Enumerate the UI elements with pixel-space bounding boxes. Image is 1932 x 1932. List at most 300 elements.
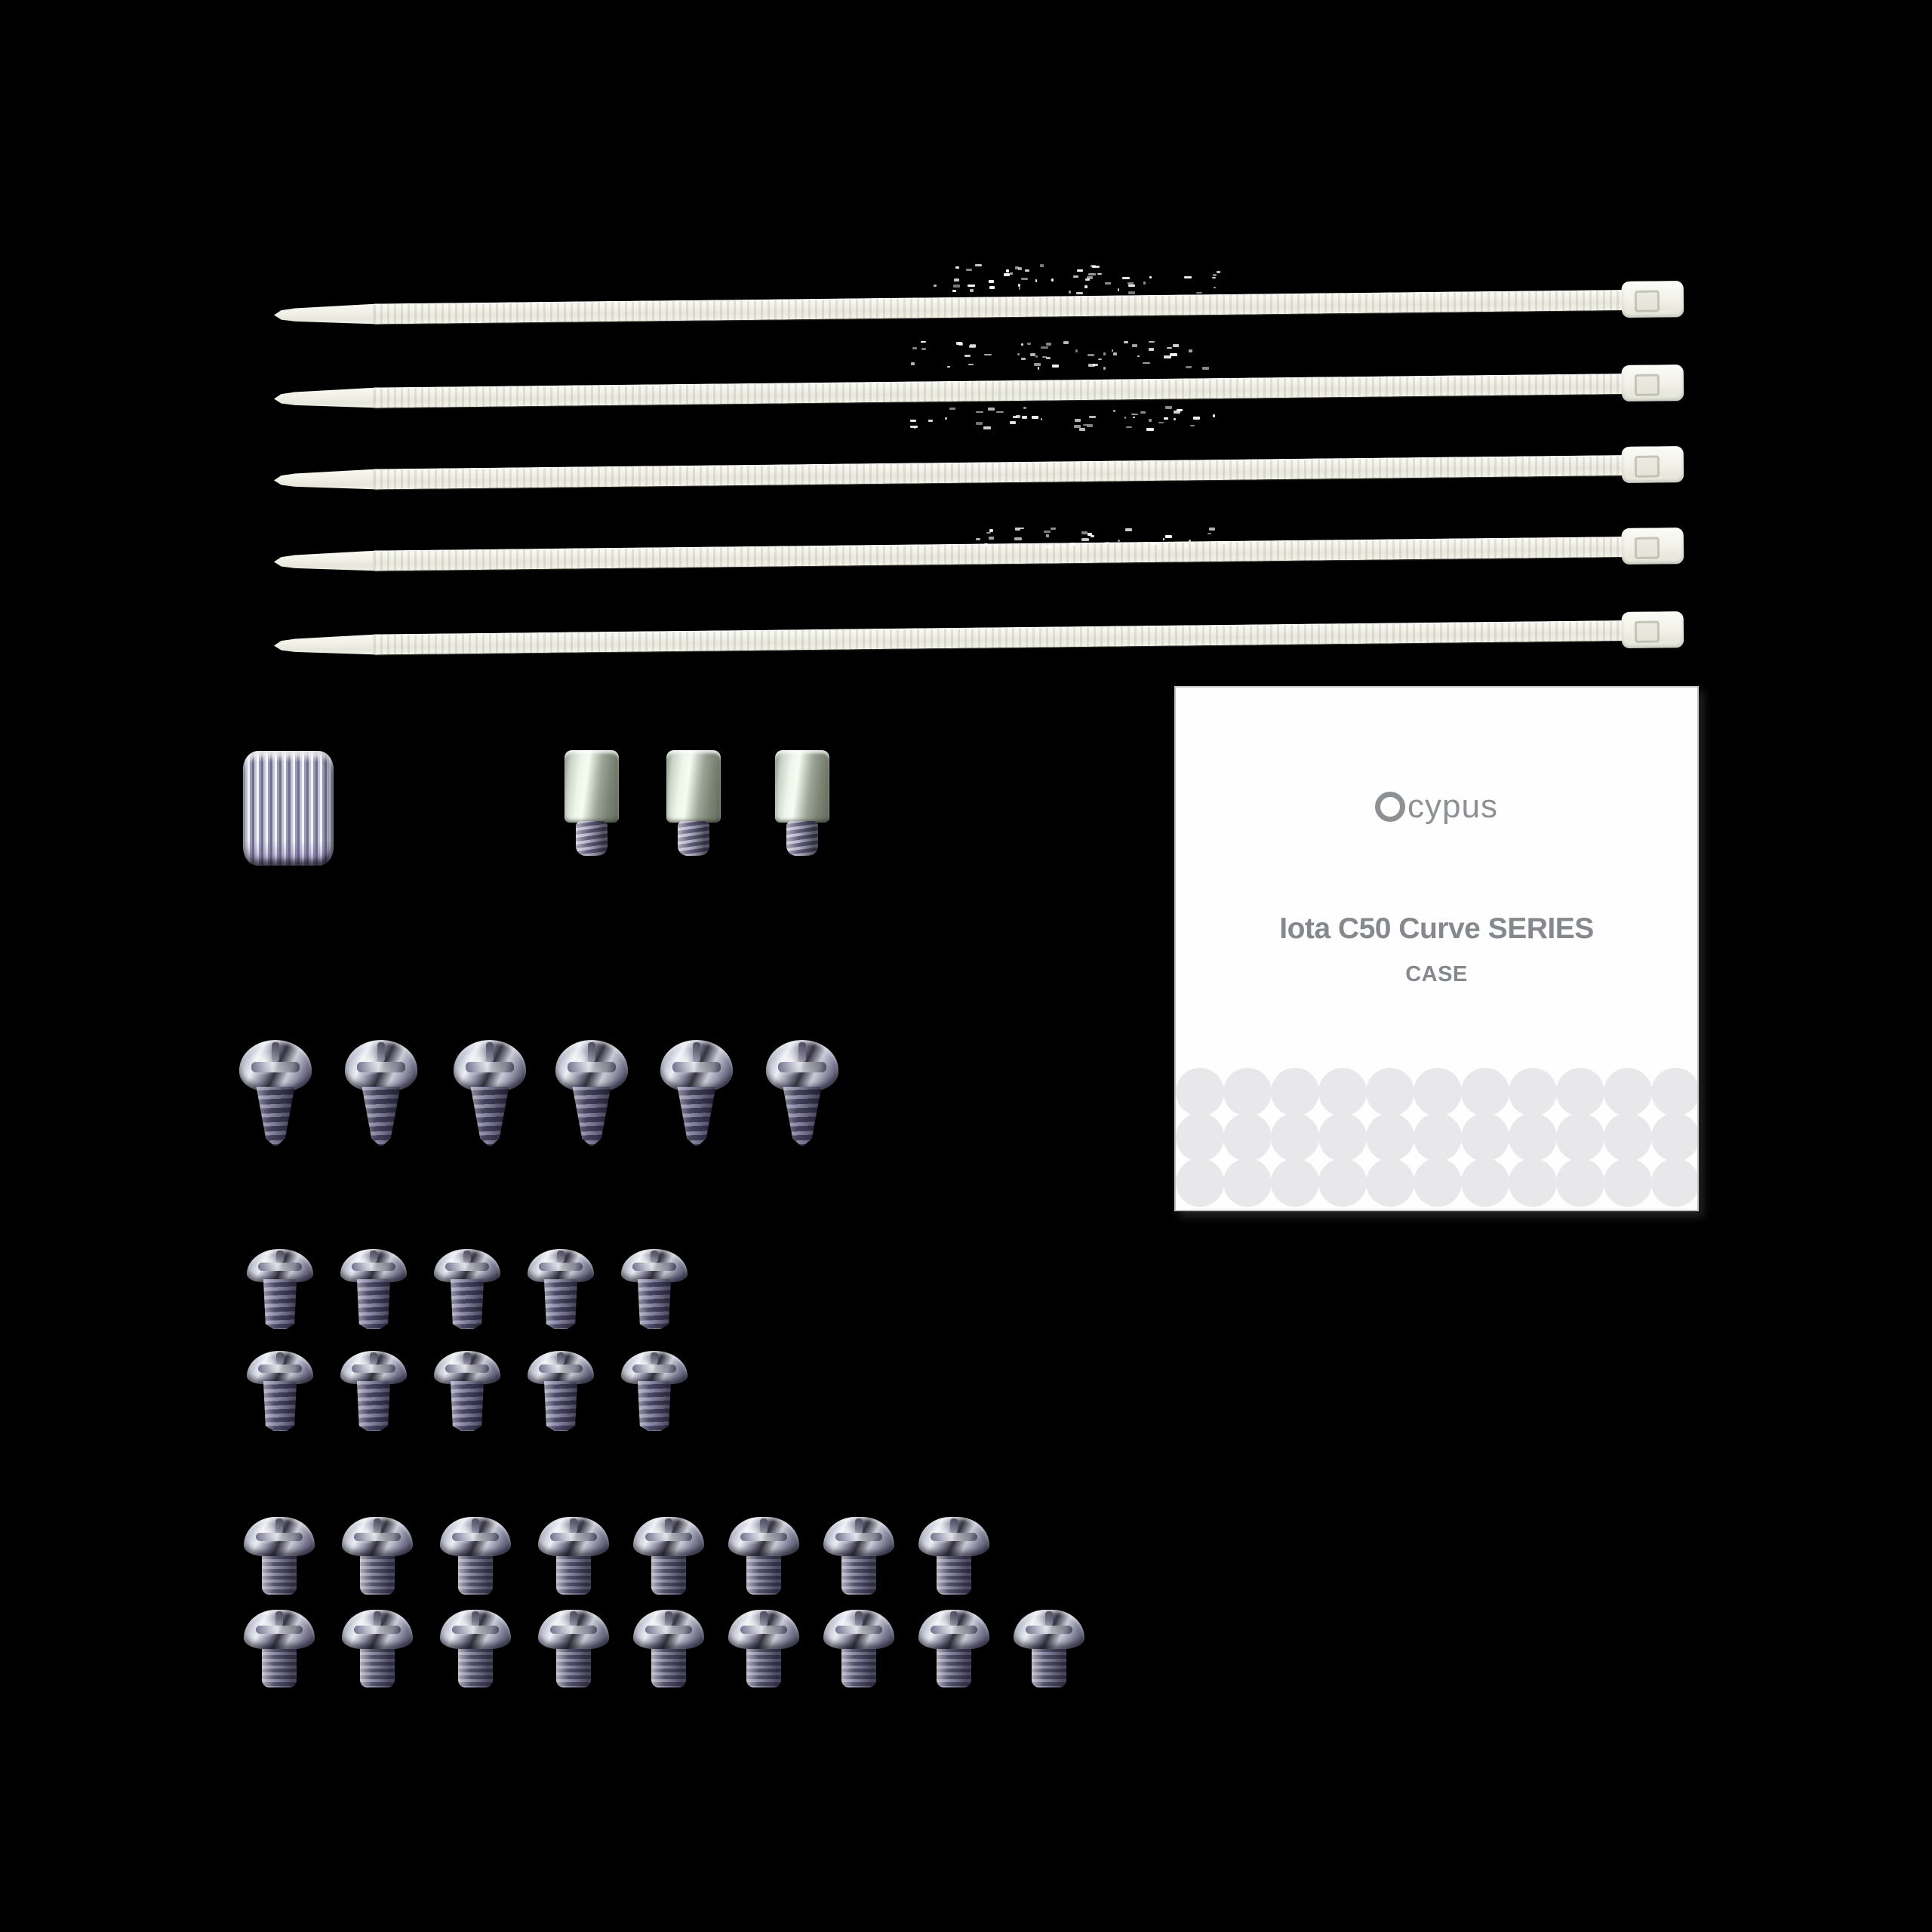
artifact-speck (1021, 358, 1026, 360)
card-dot (1414, 1158, 1462, 1207)
artifact-speck (1022, 416, 1027, 419)
hex-standoff-thread (786, 821, 818, 856)
round-head-screw (440, 1517, 511, 1595)
screw-shaft (636, 1279, 672, 1329)
artifact-speck (1044, 531, 1051, 533)
cable-tie-head (1622, 365, 1684, 401)
artifact-speck (949, 408, 955, 410)
artifact-speck (910, 426, 918, 428)
round-head-screw (823, 1517, 894, 1595)
card-dot (1176, 1158, 1224, 1207)
artifact-speck (1041, 346, 1048, 349)
artifact-speck (1075, 349, 1078, 352)
artifact-speck (1103, 352, 1106, 355)
hex-standoff-body (666, 750, 721, 823)
artifact-speck (984, 543, 988, 546)
artifact-speck (1040, 264, 1044, 267)
screw-head (434, 1351, 500, 1384)
cable-tie (274, 611, 1684, 663)
screw-head (728, 1610, 799, 1649)
pan-head-screw (621, 1249, 688, 1329)
flange-screw (345, 1040, 417, 1146)
round-head-screw (244, 1610, 315, 1687)
cable-tie-head (1622, 611, 1684, 648)
artifact-speck (1113, 352, 1117, 355)
artifact-speck (928, 420, 933, 422)
artifact-speck (1190, 425, 1195, 426)
flange-screw (454, 1040, 526, 1146)
artifact-speck (1023, 407, 1026, 409)
screw-head (340, 1249, 407, 1282)
artifact-speck (966, 269, 972, 271)
artifact-speck (1174, 418, 1176, 420)
artifact-speck (921, 341, 926, 343)
screw-shaft (1032, 1645, 1066, 1687)
cable-tie-head (1622, 446, 1684, 483)
artifact-speck (953, 285, 960, 288)
artifact-speck (1073, 275, 1078, 278)
artifact-speck (1077, 269, 1083, 272)
screw-shaft (355, 1279, 392, 1329)
artifact-speck (1126, 426, 1132, 428)
artifact-speck (1173, 344, 1179, 347)
screw-head (633, 1517, 704, 1556)
screw-head (823, 1517, 894, 1556)
artifact-speck (1165, 535, 1172, 538)
artifact-speck (1202, 367, 1209, 370)
brand-logo-ring-icon (1375, 792, 1405, 822)
screw-shaft (841, 1645, 876, 1687)
artifact-speck (1149, 348, 1154, 351)
artifact-speck (1184, 545, 1189, 546)
screw-head (823, 1610, 894, 1649)
screw-shaft (360, 1645, 395, 1687)
card-dot (1223, 1113, 1272, 1161)
artifact-speck (1149, 276, 1152, 278)
pan-head-screw (340, 1249, 407, 1329)
screw-shaft (556, 1552, 591, 1595)
card-dot (1651, 1068, 1699, 1116)
card-dot (1176, 1068, 1224, 1116)
pan-head-screw (434, 1351, 500, 1431)
artifact-speck (911, 362, 915, 365)
artifact-speck (1035, 355, 1038, 358)
artifact-speck (1027, 343, 1031, 345)
round-head-screw (823, 1610, 894, 1687)
cable-tie-tail (274, 550, 378, 572)
artifact-speck (1042, 356, 1047, 358)
hex-standoff (565, 750, 619, 856)
card-dot (1366, 1158, 1414, 1207)
screw-head (621, 1351, 688, 1384)
artifact-speck (970, 289, 974, 292)
artifact-speck (1018, 284, 1020, 287)
artifact-speck (1013, 416, 1017, 418)
artifact-speck (1189, 540, 1191, 543)
artifact-speck (1214, 287, 1216, 288)
screw-head (440, 1610, 511, 1649)
screw-shaft (556, 1645, 591, 1687)
screw-shaft (254, 1087, 297, 1146)
artifact-speck (1069, 291, 1071, 294)
screw-shaft (937, 1552, 971, 1595)
artifact-speck (1105, 282, 1111, 285)
cable-tie (274, 281, 1684, 333)
artifact-speck (976, 538, 980, 540)
card-dot (1509, 1158, 1557, 1207)
artifact-speck (1184, 276, 1192, 278)
artifact-speck (1075, 419, 1081, 422)
round-head-screw (633, 1517, 704, 1595)
knurled-thumbscrew (243, 751, 334, 866)
screw-head (538, 1610, 609, 1649)
card-dot (1509, 1113, 1557, 1161)
artifact-speck (1149, 419, 1152, 422)
screw-shaft (262, 1552, 297, 1595)
artifact-speck (968, 364, 974, 365)
screw-head (247, 1249, 313, 1282)
screw-shaft (355, 1381, 392, 1431)
artifact-speck (1081, 531, 1088, 534)
screw-shaft (262, 1381, 298, 1431)
screw-head (440, 1517, 511, 1556)
screw-head (345, 1040, 417, 1091)
artifact-speck (1124, 417, 1126, 419)
round-head-screw (538, 1610, 609, 1687)
card-dot (1366, 1068, 1414, 1116)
manual-card (1174, 686, 1699, 1211)
round-head-screw (918, 1517, 989, 1595)
card-dot (1556, 1113, 1604, 1161)
artifact-speck (1132, 344, 1137, 347)
pan-head-screw (247, 1249, 313, 1329)
brand-logo-text: cypus (1407, 788, 1498, 825)
cable-tie-head (1622, 528, 1684, 565)
card-dot (1366, 1113, 1414, 1161)
artifact-speck (1098, 358, 1102, 360)
screw-shaft (360, 1552, 395, 1595)
artifact-speck (1128, 543, 1132, 544)
artifact-speck (1151, 543, 1157, 545)
screw-head (239, 1040, 312, 1091)
card-dot (1414, 1113, 1462, 1161)
artifact-speck (955, 266, 959, 269)
artifact-speck (1084, 285, 1088, 288)
artifact-speck (1125, 528, 1132, 531)
artifact-speck (1041, 418, 1042, 420)
artifact-speck (1137, 355, 1140, 357)
screw-head (538, 1517, 609, 1556)
artifact-speck (1222, 542, 1226, 544)
artifact-speck (947, 366, 950, 368)
artifact-speck (969, 345, 976, 348)
artifact-speck (1158, 422, 1164, 423)
screw-shaft (841, 1552, 876, 1595)
round-head-screw (633, 1610, 704, 1687)
artifact-speck (1070, 543, 1075, 546)
artifact-speck (1020, 528, 1024, 529)
artifact-speck (996, 411, 1004, 413)
screw-head (244, 1517, 315, 1556)
artifact-speck (1213, 274, 1217, 276)
card-dot (1651, 1113, 1699, 1161)
screw-head (633, 1610, 704, 1649)
artifact-speck (952, 290, 956, 292)
round-head-screw (342, 1610, 413, 1687)
pan-head-screw (528, 1249, 594, 1329)
cable-tie-tail (274, 303, 378, 325)
artifact-speck (1122, 277, 1130, 279)
hex-standoff (775, 750, 829, 856)
screw-shaft (570, 1087, 614, 1146)
artifact-speck (1074, 425, 1081, 428)
artifact-speck (1010, 272, 1013, 275)
cable-tie-strap (374, 290, 1628, 325)
hex-standoff-body (775, 750, 829, 823)
screw-shaft (780, 1087, 824, 1146)
artifact-speck (1088, 533, 1092, 536)
screw-head (766, 1040, 838, 1091)
screw-head (1014, 1610, 1084, 1649)
artifact-speck (1089, 416, 1096, 418)
artifact-speck (989, 537, 994, 540)
cable-tie-tail (274, 634, 378, 656)
artifact-speck (1061, 544, 1063, 546)
screw-head (454, 1040, 526, 1091)
cable-tie-tail (274, 387, 378, 409)
cable-tie-strap (374, 537, 1628, 571)
artifact-speck (934, 285, 937, 287)
product-title: Iota C50 Curve SERIES (1279, 912, 1594, 945)
artifact-speck (1087, 424, 1093, 427)
pan-head-screw (434, 1249, 500, 1329)
screw-shaft (458, 1645, 493, 1687)
brand-logo (1176, 788, 1697, 825)
cable-tie (274, 446, 1684, 498)
artifact-speck (912, 347, 917, 349)
artifact-speck (1196, 292, 1202, 294)
card-dot (1318, 1113, 1367, 1161)
hex-standoff-thread (576, 821, 608, 856)
artifact-speck (976, 411, 983, 413)
card-dot (1223, 1158, 1272, 1207)
screw-shaft (636, 1381, 672, 1431)
artifact-speck (1165, 406, 1172, 409)
card-dot (1461, 1113, 1509, 1161)
artifact-speck (1046, 545, 1052, 548)
artifact-speck (1092, 266, 1100, 268)
pan-head-screw (340, 1351, 407, 1431)
artifact-speck (1186, 366, 1192, 368)
artifact-speck (1088, 354, 1094, 356)
screw-head (728, 1517, 799, 1556)
card-dot (1271, 1068, 1319, 1116)
card-dot (1604, 1158, 1652, 1207)
artifact-speck (1093, 364, 1098, 366)
artifact-speck (1088, 273, 1096, 275)
screw-head (342, 1610, 413, 1649)
artifact-speck (1128, 291, 1135, 294)
artifact-speck (1052, 365, 1059, 368)
screw-shaft (543, 1279, 579, 1329)
screw-shaft (651, 1552, 686, 1595)
artifact-speck (1014, 537, 1022, 540)
screw-shaft (937, 1645, 971, 1687)
artifact-speck (1038, 367, 1039, 370)
flange-screw (555, 1040, 628, 1146)
cable-tie (274, 365, 1684, 417)
artifact-speck (1079, 428, 1085, 431)
card-dot (1461, 1068, 1509, 1116)
flange-screw (766, 1040, 838, 1146)
artifact-speck (1004, 273, 1010, 276)
round-head-screw (728, 1517, 799, 1595)
card-dot (1271, 1158, 1319, 1207)
flange-screw (239, 1040, 312, 1146)
screw-head (342, 1517, 413, 1556)
cable-tie (274, 528, 1684, 580)
screw-head (244, 1610, 315, 1649)
screw-shaft (359, 1087, 403, 1146)
screw-shaft (262, 1279, 298, 1329)
card-dot (1556, 1068, 1604, 1116)
artifact-speck (1212, 277, 1216, 278)
artifact-speck (1097, 273, 1102, 275)
screw-head (434, 1249, 500, 1282)
round-head-screw (244, 1517, 315, 1595)
artifact-speck (1017, 353, 1020, 355)
artifact-speck (1217, 271, 1220, 273)
artifact-speck (1149, 341, 1155, 343)
artifact-speck (989, 280, 994, 283)
artifact-speck (1167, 347, 1172, 349)
round-head-screw (440, 1610, 511, 1687)
artifact-speck (1030, 353, 1035, 356)
screw-shaft (746, 1645, 781, 1687)
artifact-speck (1021, 343, 1023, 346)
artifact-speck (1019, 287, 1020, 290)
artifact-speck (995, 544, 998, 546)
artifact-speck (1063, 341, 1069, 344)
artifact-speck (1208, 533, 1211, 534)
artifact-speck (1076, 292, 1083, 294)
artifact-speck (983, 426, 991, 429)
artifact-speck (1025, 269, 1029, 272)
card-dot (1651, 1158, 1699, 1207)
screw-head (528, 1249, 594, 1282)
screw-head (621, 1249, 688, 1282)
artifact-speck (956, 342, 962, 345)
card-dot (1414, 1068, 1462, 1116)
screw-head (918, 1517, 989, 1556)
artifact-speck (1118, 288, 1119, 291)
artifact-speck (1133, 417, 1135, 418)
card-dot (1318, 1068, 1367, 1116)
product-subtitle: CASE (1405, 962, 1468, 986)
artifact-speck (910, 420, 916, 422)
artifact-speck (1021, 278, 1028, 280)
artifact-speck (1046, 534, 1049, 537)
artifact-speck (921, 348, 926, 350)
artifact-speck (1051, 278, 1054, 281)
card-dot (1271, 1113, 1319, 1161)
screw-shaft (458, 1552, 493, 1595)
hex-standoff-body (565, 750, 619, 823)
artifact-speck (1051, 528, 1056, 530)
artifact-speck (1131, 414, 1138, 415)
artifact-speck (1177, 409, 1183, 411)
artifact-speck (1146, 428, 1154, 431)
artifact-speck (1034, 363, 1041, 366)
screw-shaft (746, 1552, 781, 1595)
card-dot (1223, 1068, 1272, 1116)
round-head-screw (918, 1610, 989, 1687)
cable-tie-head (1622, 281, 1684, 318)
pan-head-screw (247, 1351, 313, 1431)
artifact-speck (1113, 410, 1115, 412)
round-head-screw (342, 1517, 413, 1595)
artifact-speck (1209, 528, 1215, 531)
artifact-speck (1118, 540, 1120, 542)
artifact-speck (1193, 417, 1200, 420)
screw-shaft (651, 1645, 686, 1687)
artifact-speck (1103, 367, 1106, 370)
screw-shaft (543, 1381, 579, 1431)
cable-tie-strap (374, 620, 1628, 655)
hex-standoff-thread (678, 821, 709, 856)
hex-standoff (666, 750, 721, 856)
artifact-speck (1096, 543, 1099, 544)
artifact-speck (1018, 267, 1022, 270)
cable-tie-strap (374, 374, 1628, 408)
screw-shaft (262, 1645, 297, 1687)
artifact-speck (1087, 276, 1093, 279)
cable-tie-tail (274, 469, 378, 491)
screw-shaft (449, 1279, 485, 1329)
artifact-speck (1112, 349, 1113, 352)
artifact-speck (1035, 279, 1037, 282)
card-dot (1604, 1113, 1652, 1161)
screw-head (660, 1040, 733, 1091)
artifact-speck (989, 286, 995, 289)
round-head-screw (728, 1610, 799, 1687)
card-dot (1556, 1158, 1604, 1207)
screw-head (555, 1040, 628, 1091)
artifact-speck (986, 532, 991, 534)
screw-head (918, 1610, 989, 1649)
card-dot (1509, 1068, 1557, 1116)
cable-tie-strap (374, 455, 1628, 490)
artifact-speck (1170, 353, 1177, 356)
screw-shaft (468, 1087, 512, 1146)
round-head-screw (538, 1517, 609, 1595)
artifact-speck (1128, 285, 1135, 287)
artifact-speck (1081, 538, 1089, 541)
card-dot (1318, 1158, 1367, 1207)
round-head-screw (1014, 1610, 1084, 1687)
artifact-speck (988, 408, 995, 411)
screw-head (340, 1351, 407, 1384)
screw-head (247, 1351, 313, 1384)
artifact-speck (964, 355, 971, 357)
artifact-speck (945, 417, 947, 420)
pan-head-screw (621, 1351, 688, 1431)
artifact-speck (1046, 343, 1051, 346)
artifact-speck (968, 285, 975, 287)
card-dot (1604, 1068, 1652, 1116)
artifact-speck (976, 422, 983, 425)
card-dot (1461, 1158, 1509, 1207)
